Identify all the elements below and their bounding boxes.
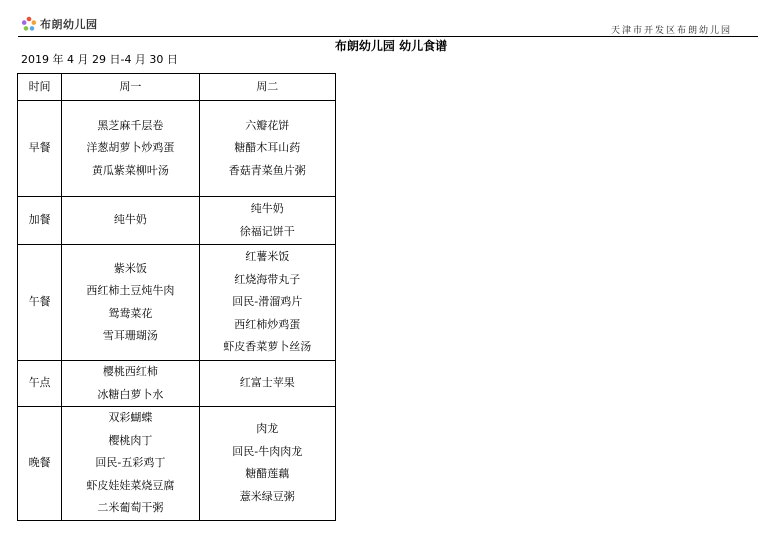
dish-item: 二米葡萄干粥 [97,501,164,514]
tuesday-dishes [199,245,335,361]
dish-item: 紫米饭 [113,261,147,275]
meal-row [18,197,336,245]
dish-item: 肉龙 [256,422,279,436]
logo-text: 布朗幼儿园 [40,18,98,31]
dish-item: 雪耳珊瑚汤 [102,329,158,342]
dish-item: 六瓣花饼 [245,118,290,132]
date-range: 2019 年 4 月 29 日-4 月 30 日 [21,53,178,66]
dish-item: 回民-牛肉肉龙 [232,444,303,458]
dish-item: 红薯米饭 [245,250,290,264]
tuesday-dishes [199,361,335,407]
dish-item: 薏米绿豆粥 [239,489,295,503]
dish-item: 香菇青菜鱼片粥 [228,163,306,177]
dish-item: 糖醋木耳山药 [234,141,301,155]
meal-name: 午餐 [18,245,62,361]
dish-item: 洋葱胡萝卜炒鸡蛋 [86,141,175,155]
meal-row [18,101,336,197]
kindergarten-logo [20,15,98,33]
dish-item: 徐福记饼干 [239,224,295,238]
dish-item: 黑芝麻千层卷 [97,118,164,132]
menu-table [17,73,336,521]
monday-dishes [62,101,199,197]
page-header [18,14,758,37]
monday-dishes [62,407,199,521]
dish-item: 回民-五彩鸡丁 [95,456,166,469]
header-organization: 天津市开发区布朗幼儿园 [610,26,732,36]
tuesday-dishes [199,101,335,197]
dish-item: 鸳鸯菜花 [108,306,153,320]
meal-name: 加餐 [18,197,62,245]
meal-name: 晚餐 [18,407,62,521]
tuesday-dishes [199,197,335,245]
dish-item: 虾皮香菜萝卜丝汤 [223,340,312,354]
meal-name: 午点 [18,361,62,407]
header-tuesday: 周二 [199,74,335,101]
dish-item: 冰糖白萝卜水 [97,387,164,401]
header-time: 时间 [18,74,62,101]
dish-item: 糖醋莲藕 [245,467,290,481]
dish-item: 樱桃肉丁 [108,433,153,447]
meal-row [18,407,336,521]
dish-item: 红烧海带丸子 [234,272,301,286]
dish-item: 红富士苹果 [239,376,295,390]
monday-dishes [62,245,199,361]
dish-item: 黄瓜紫菜柳叶汤 [91,163,169,177]
monday-dishes [62,197,199,245]
meal-row [18,245,336,361]
dish-item: 西红柿炒鸡蛋 [234,317,301,331]
header-monday: 周一 [62,74,199,101]
monday-dishes [62,361,199,407]
dish-item: 纯牛奶 [113,213,147,227]
meal-name: 早餐 [18,101,62,197]
dish-item: 双彩蝴蝶 [108,411,153,424]
logo-flower-icon [20,15,38,33]
dish-item: 虾皮娃娃菜烧豆腐 [86,478,175,492]
table-header-row [18,74,336,101]
dish-item: 西红柿土豆炖牛肉 [86,284,175,297]
tuesday-dishes [199,407,335,521]
dish-item: 纯牛奶 [250,202,284,215]
page-title: 布朗幼儿园 幼儿食谱 [334,39,448,53]
dish-item: 樱桃西红柿 [102,365,158,378]
dish-item: 回民-滑溜鸡片 [232,295,303,309]
meal-row [18,361,336,407]
